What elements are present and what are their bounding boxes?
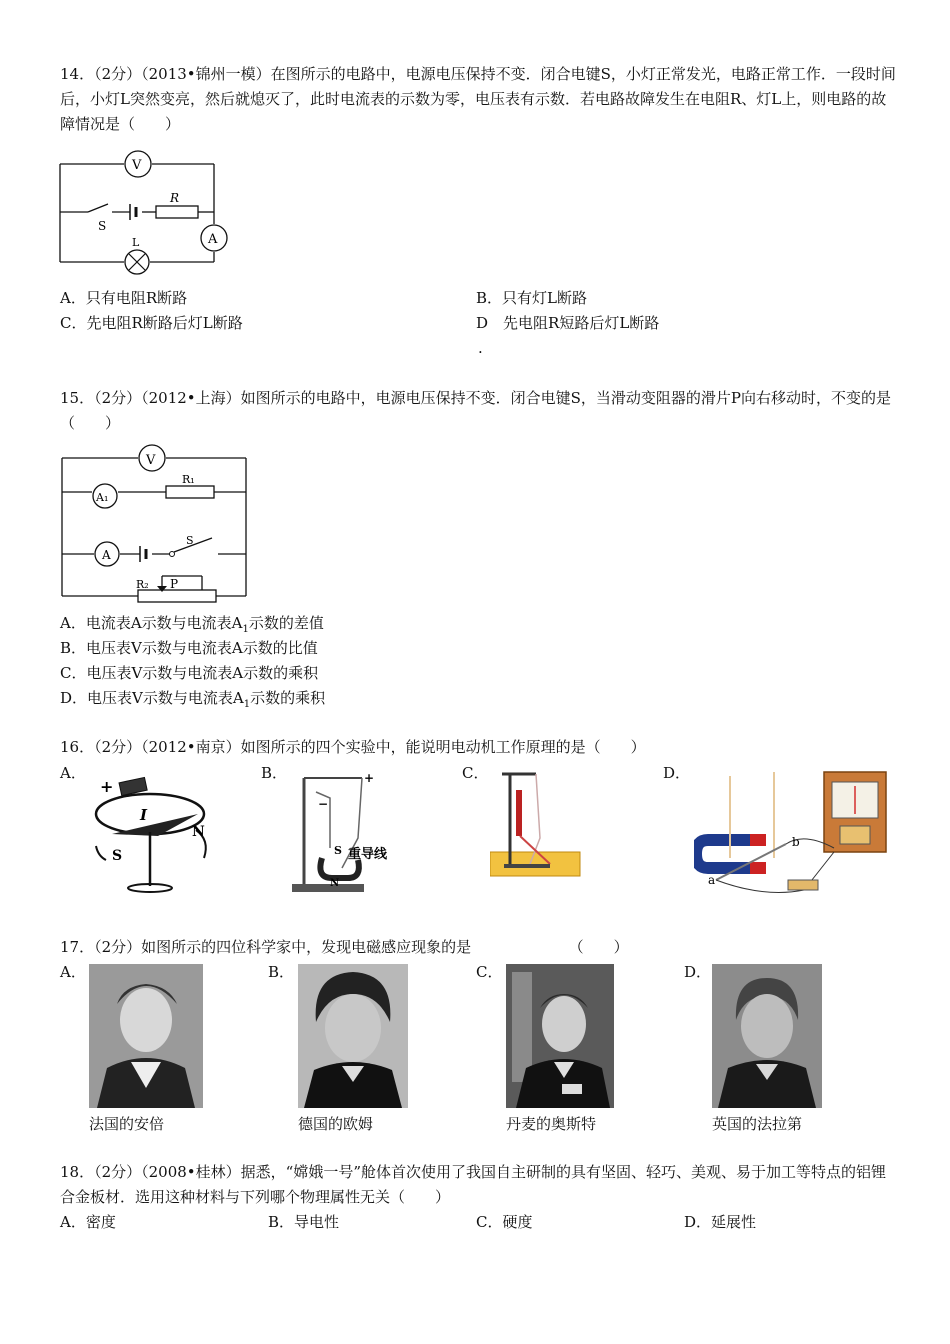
q15-option-a-text-end: 示数的差值 (248, 614, 324, 632)
q18-option-a[interactable]: A．密度 (60, 1213, 116, 1231)
q16-figure-b-wire-magnet (286, 768, 416, 898)
q14-ammeter-label: A (208, 232, 218, 247)
q15-option-b[interactable]: B．电压表V示数与电流表A示数的比值 (60, 639, 318, 657)
q15-ammeter-a-label: A (102, 548, 111, 562)
q14-option-b[interactable]: B．只有灯L断路 (476, 289, 587, 307)
q15-ammeter-a1-label: A₁ (96, 491, 109, 504)
q15-slider-p-label: P (170, 577, 179, 591)
q15-option-d[interactable] (60, 686, 325, 717)
q15-r1-label: R₁ (182, 473, 195, 486)
q15-voltmeter-label: V (146, 453, 156, 468)
q16a-plus-label: + (100, 777, 114, 796)
question-15-text: 15．（2分）（2012•上海）如图所示的电路中，电源电压保持不变．闭合电键S，当滑动变阻器的滑片P向右移动时，不变的是（ ） (60, 389, 892, 432)
q17-option-a-label[interactable]: A． (60, 963, 86, 981)
question-17-text: 17．（2分）如图所示的四位科学家中，发现电磁感应现象的是 （ ） (60, 938, 629, 956)
q16b-wire-label: 重导线 (348, 847, 388, 862)
q16a-south-label: S (112, 848, 123, 864)
q16-figure-d-galvanometer (694, 768, 894, 898)
question-18-text: 18．（2分）（2008•桂林）据悉，“嫦娥一号”舱体首次使用了我国自主研制的具有坚固、轻巧、美观、易于加工等特点的铝锂合金板材．选用这种材料与下列哪个物理属性无关（ ） (60, 1163, 886, 1206)
q18-option-d[interactable]: D．延展性 (684, 1213, 757, 1231)
q16b-north-label: N (330, 878, 340, 889)
q16b-plus-label: + (364, 771, 375, 785)
question-14-text: 14．（2分）（2013•锦州一模）在图所示的电路中，电源电压保持不变．闭合电键S，小灯正常发光，电路正常工作．一段时间后，小灯L突然变亮，然后就熄灭了，此时电流表的示数为零，电压表有示数．若电路故障发生在电阻R、灯L上，则电路的故障情况是（ ） (60, 65, 896, 133)
q16a-north-label: N (192, 824, 205, 840)
q15-option-c[interactable]: C．电压表V示数与电流表A示数的乘积 (60, 664, 319, 682)
q16b-south-label: S (334, 844, 342, 857)
q15-option-d-text: D．电压表V示数与电流表A (60, 689, 244, 707)
caption-faraday: 英国的法拉第 (712, 1115, 803, 1133)
q14-option-d[interactable]: D 先电阻R短路后灯L断路 (476, 314, 660, 332)
q16d-point-a-label: a (708, 873, 716, 887)
q18-option-c[interactable]: C．硬度 (476, 1213, 533, 1231)
question-16-text: 16．（2分）（2012•南京）如图所示的四个实验中，能说明电动机工作原理的是（ ） (60, 738, 646, 756)
q14-resistor-label: R (170, 191, 180, 205)
q15-option-a-text: A．电流表A示数与电流表A (60, 614, 243, 632)
q15-option-a-subscript: 1 (242, 624, 249, 635)
q17-option-d-label[interactable]: D． (684, 963, 712, 981)
q14-circuit-diagram (58, 148, 238, 278)
q14-switch-label: S (98, 219, 107, 233)
q14-voltmeter-label: V (132, 158, 142, 173)
q16-option-d-label[interactable]: D． (663, 764, 691, 782)
q14-option-d-dot: . (478, 339, 483, 357)
portrait-ohm-image (298, 964, 408, 1108)
q16d-point-b-label: b (792, 835, 800, 849)
q17-option-b-label[interactable]: B． (268, 963, 295, 981)
q16-figure-a-compass (88, 770, 228, 900)
caption-ohm: 德国的欧姆 (298, 1115, 374, 1133)
q14-option-c[interactable]: C．先电阻R断路后灯L断路 (60, 314, 243, 332)
q14-option-a[interactable]: A．只有电阻R断路 (60, 289, 188, 307)
q17-option-c-label[interactable]: C． (476, 963, 503, 981)
q15-switch-label: S (186, 534, 194, 547)
q15-option-d-subscript: 1 (243, 699, 251, 710)
caption-oersted: 丹麦的奥斯特 (506, 1115, 597, 1133)
q16a-current-label: I (140, 806, 148, 824)
q16-figure-c-stand (490, 768, 600, 883)
q18-option-b[interactable]: B．导电性 (268, 1213, 340, 1231)
q15-r2-label: R₂ (136, 578, 149, 591)
q16-option-b-label[interactable]: B． (261, 764, 288, 782)
q14-lamp-label: L (132, 236, 140, 249)
portrait-faraday-image (712, 964, 822, 1108)
q15-circuit-diagram (58, 440, 258, 610)
q16-option-a-label[interactable]: A． (60, 764, 86, 782)
q15-option-d-text-end: 示数的乘积 (250, 689, 326, 707)
portrait-ampere-image (89, 964, 203, 1108)
portrait-oersted-image (506, 964, 614, 1108)
q16b-minus-label: − (318, 797, 329, 811)
caption-ampere: 法国的安倍 (89, 1115, 165, 1133)
q16-option-c-label[interactable]: C． (462, 764, 489, 782)
